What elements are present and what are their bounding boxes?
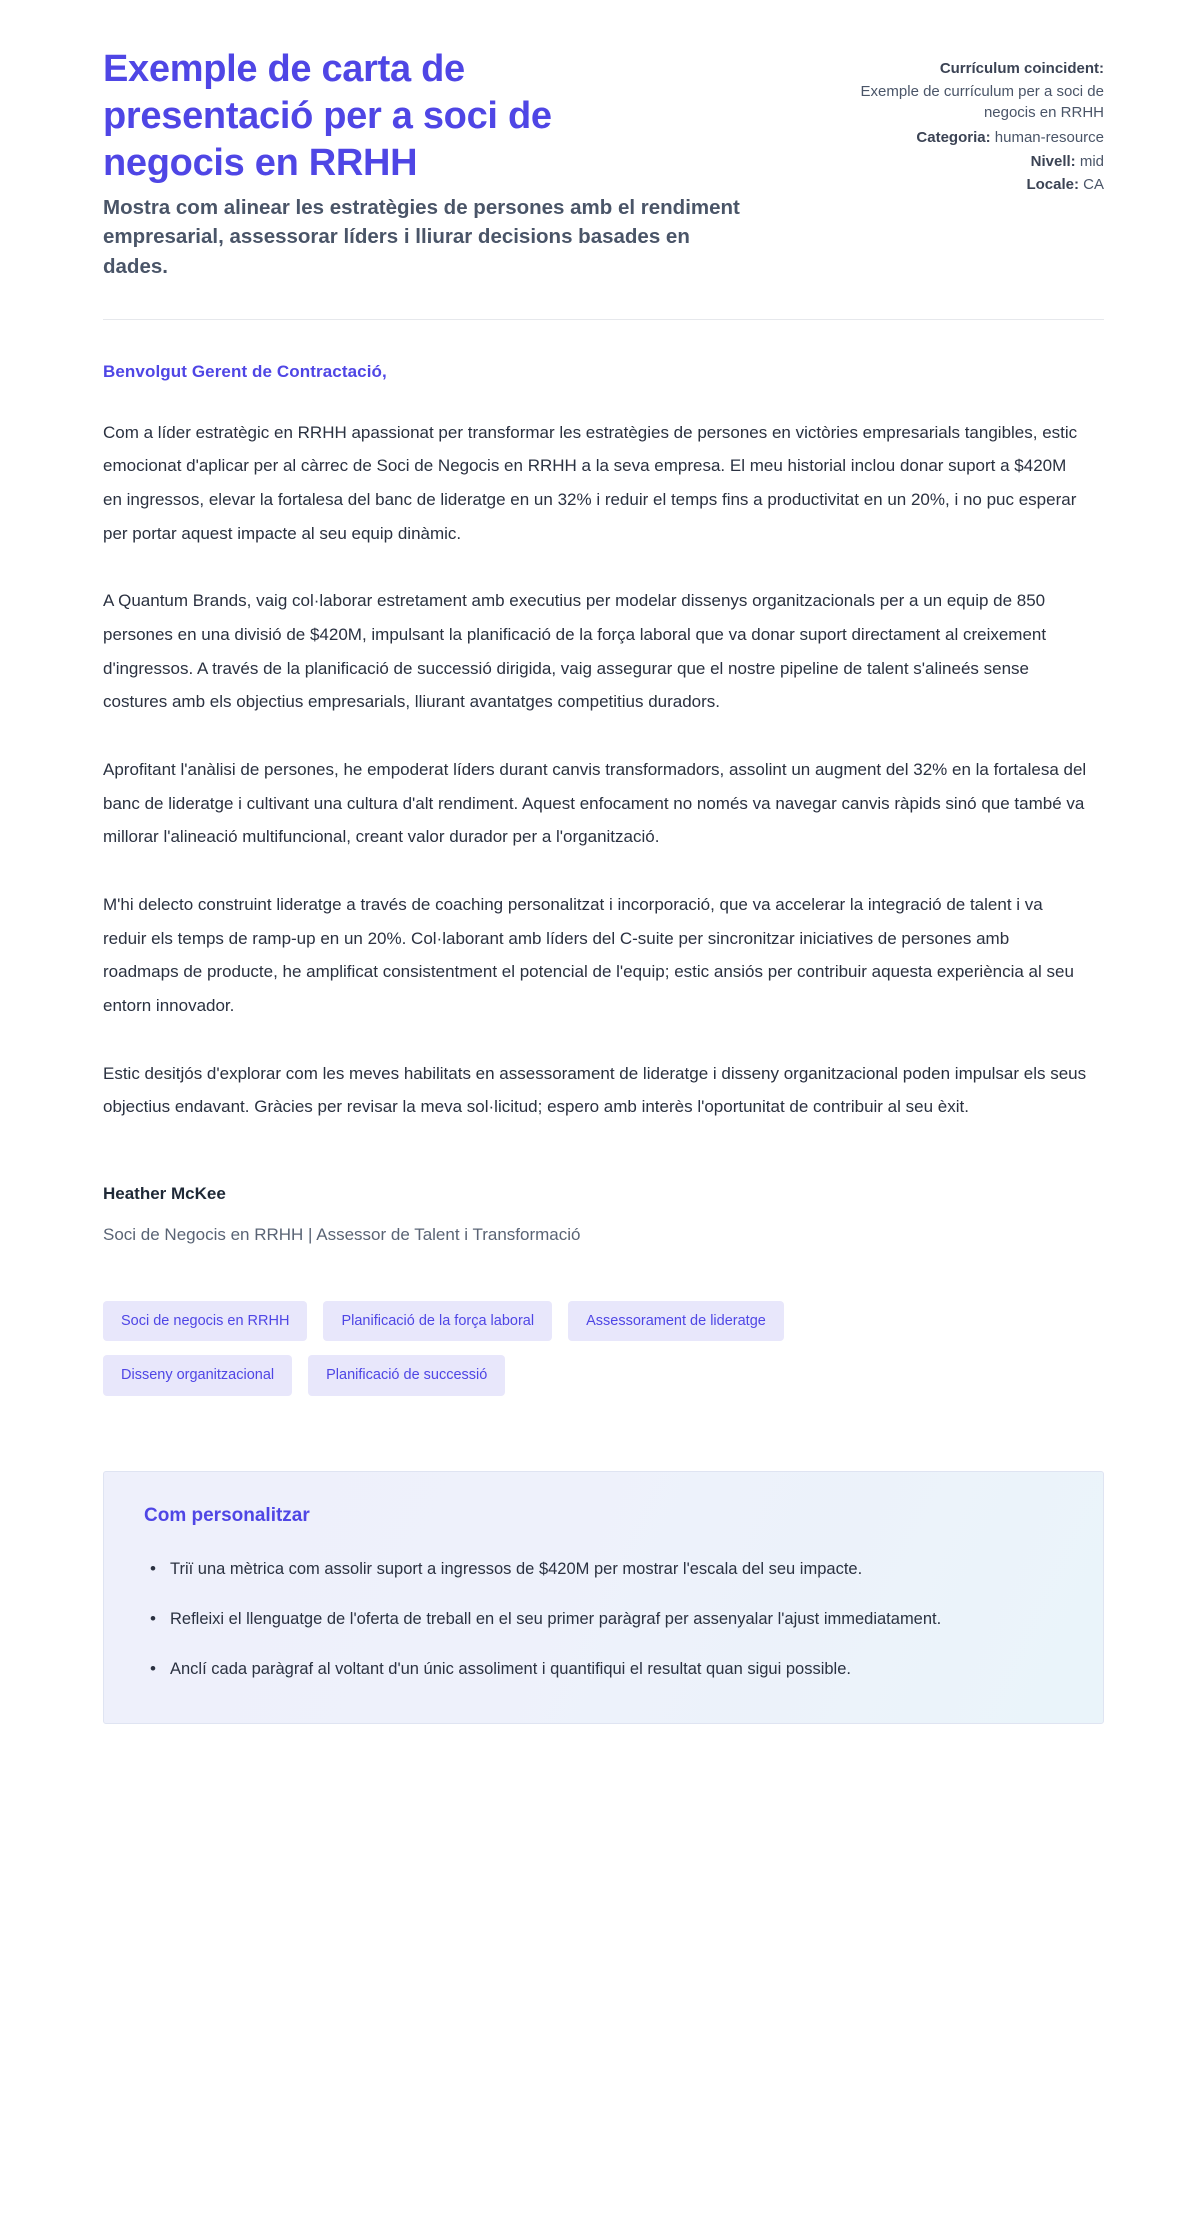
letter-paragraph: Com a líder estratègic en RRHH apassionat per transformar les estratègies de persones en victòries empresarials tangibles, estic emocionat d'aplicar per al càrrec de Soci de Negocis en RRHH a la seva empresa. El meu historial inclou donar suport a $420M en ingressos, elevar la fortalesa del banc de lideratge en un 32% i reduir el temps fins a productivitat en un 20%, i no puc esperar per portar aquest impacte al seu equip dinàmic. [103,422,1078,543]
tag-chip[interactable]: Assessorament de lideratge [568,1301,784,1342]
list-item: • Triï una mètrica com assolir suport a ingressos de $420M per mostrar l'escala del seu impacte. [170,1553,1050,1585]
signature-name: Heather McKee [103,1183,226,1203]
page-title: Exemple de carta de presentació per a soci de negocis en RRHH [103,48,552,185]
document-header [103,46,1104,281]
meta-locale-value: CA [1083,176,1104,194]
meta-locale-label: Locale: [1026,176,1079,194]
tag-chip[interactable]: Planificació de successió [308,1355,505,1396]
meta-match-value: Exemple de currículum per a soci de negocis en RRHH [860,82,1104,121]
letter-paragraph: Estic desitjós d'explorar com les meves habilitats en assessorament de lideratge i disseny organitzacional poden impulsar els seus objectius endavant. Gràcies per revisar la meva sol·licitud; espero amb interès l'oportunitat de contribuir al seu èxit. [103,1063,1087,1117]
how-to-customize-callout [103,1471,1104,1725]
meta-category-value: human-resource [994,129,1104,147]
meta-category-row [854,127,1104,150]
meta-locale-row [854,174,1104,197]
meta-level-row [854,151,1104,174]
meta-level-label: Nivell: [1030,152,1076,170]
tag-list [103,1301,913,1396]
letter-paragraphs [103,416,1104,1124]
callout-tips-list [144,1553,1063,1686]
tag-chip[interactable]: Planificació de la força laboral [323,1301,552,1342]
meta-level-value: mid [1079,152,1104,170]
signature-block [103,1184,1104,1245]
meta-match-label: Currículum coincident: [939,60,1104,77]
page-subtitle: Mostra com alinear les estratègies de persones amb el rendiment empresarial, assessorar líders i lliurar decisions basades en dades. [103,196,740,278]
meta-category-label: Categoria: [916,129,991,147]
letter-salutation: Benvolgut Gerent de Contractació, [103,361,387,381]
document-metadata [854,46,1104,198]
tag-chip[interactable]: Soci de negocis en RRHH [103,1301,307,1342]
list-item: • Refleixi el llenguatge de l'oferta de treball en el seu primer paràgraf per assenyalar l'ajust immediatament. [170,1603,1050,1635]
list-item: • Anclí cada paràgraf al voltant d'un únic assoliment i quantifiqui el resultat quan sigui possible. [170,1653,1050,1685]
letter-paragraph: Aprofitant l'anàlisi de persones, he empoderat líders durant canvis transformadors, assolint un augment del 32% en la fortalesa del banc de lideratge i cultivant una cultura d'alt rendiment. Aquest enfocament no només va navegar canvis ràpids sinó que també va millorar l'alineació multifuncional, creant valor durador per a l'organització. [103,759,1087,847]
signature-role: Soci de Negocis en RRHH | Assessor de Talent i Transformació [103,1224,581,1244]
callout-title: Com personalitzar [144,1504,310,1526]
header-title-block [103,46,743,281]
letter-paragraph: A Quantum Brands, vaig col·laborar estretament amb executius per modelar dissenys organitzacionals per a un equip de 850 persones en una divisió de $420M, impulsant la planificació de la força laboral que va donar suport directament al creixement d'ingressos. A través de la planificació de successió dirigida, vaig assegurar que el nostre pipeline de talent s'alineés sense costures amb els objectius empresarials, lliurant avantatges competitius duradors. [103,591,1047,712]
cover-letter-body [103,320,1104,1245]
letter-paragraph: M'hi delecto construint lideratge a través de coaching personalitzat i incorporació, que va accelerar la integració de talent i va reduir els temps de ramp-up en un 20%. Col·laborant amb líders del C-suite per sincronitzar iniciatives de persones amb roadmaps de producte, he amplificat consistentment el potencial de l'equip; estic ansiós per contribuir aquesta experiència al seu entorn innovador. [103,894,1074,1015]
tag-chip[interactable]: Disseny organitzacional [103,1355,292,1396]
